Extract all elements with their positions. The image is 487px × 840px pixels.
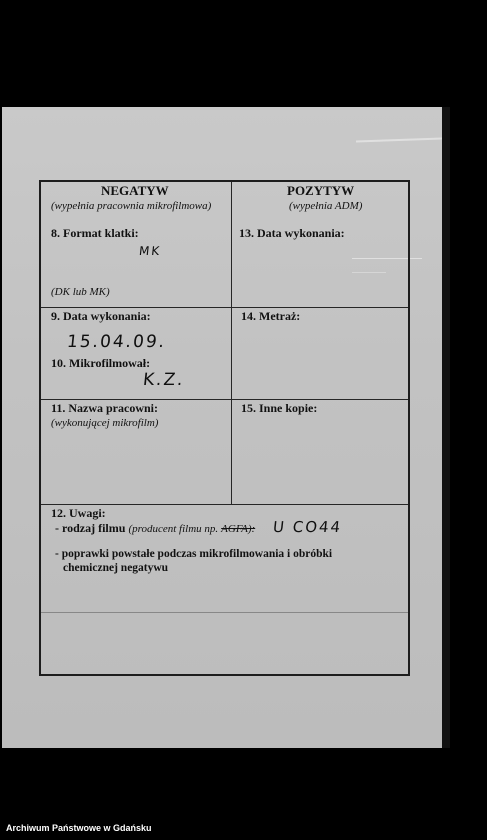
uwagi-item-1-strike: AGFA): bbox=[221, 523, 256, 535]
row-divider bbox=[41, 307, 408, 308]
form-card bbox=[39, 180, 410, 676]
field-9-label: 9. Data wykonania: bbox=[51, 309, 151, 323]
field-12-label: 12. Uwagi: bbox=[51, 506, 106, 520]
archive-caption: Archiwum Państwowe w Gdańsku bbox=[6, 823, 152, 833]
field-10-value: K.Z. bbox=[141, 370, 186, 390]
film-edge bbox=[442, 107, 450, 748]
column-divider bbox=[231, 182, 232, 504]
field-11-label: 11. Nazwa pracowni: bbox=[51, 401, 158, 415]
pozytyw-subtitle: (wypełnia ADM) bbox=[289, 200, 363, 212]
field-9-value: 15.04.09. bbox=[65, 332, 168, 352]
uwagi-item-2-line-1: - poprawki powstałe podczas mikrofilmowania i obróbki bbox=[55, 548, 333, 560]
field-8-value: MK bbox=[138, 244, 162, 258]
field-10-label: 10. Mikrofilmował: bbox=[51, 356, 151, 370]
negatyw-subtitle: (wypełnia pracownia mikrofilmowa) bbox=[51, 200, 212, 212]
row-divider bbox=[41, 504, 408, 505]
row-divider bbox=[41, 399, 408, 400]
uwagi-item-1-value: U CO44 bbox=[272, 518, 344, 536]
field-8-note: (DK lub MK) bbox=[51, 286, 110, 298]
uwagi-item-1 bbox=[55, 522, 255, 536]
field-11-note: (wykonującej mikrofilm) bbox=[51, 417, 159, 429]
pozytyw-title: POZYTYW bbox=[287, 183, 355, 198]
field-13-label: 13. Data wykonania: bbox=[239, 226, 345, 240]
uwagi-item-1-hint: (producent filmu np. bbox=[128, 523, 219, 535]
negatyw-title: NEGATYW bbox=[101, 183, 169, 198]
field-14-label: 14. Metraż: bbox=[241, 309, 301, 323]
uwagi-item-2-line-2: chemicznej negatywu bbox=[63, 562, 169, 574]
uwagi-item-1-label: - rodzaj filmu bbox=[55, 521, 126, 535]
field-8-label: 8. Format klatki: bbox=[51, 226, 139, 240]
field-15-label: 15. Inne kopie: bbox=[241, 401, 318, 415]
row-divider bbox=[41, 612, 408, 613]
